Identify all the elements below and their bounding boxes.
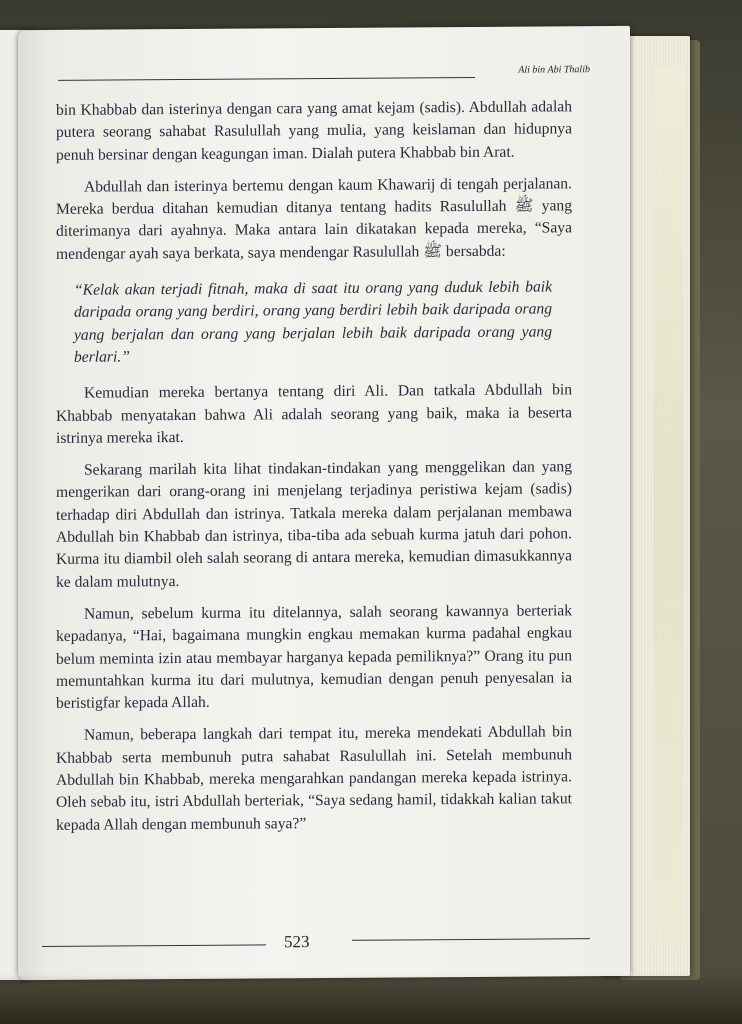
paragraph-2: Abdullah dan isterinya bertemu dengan kaum Khawarij di tengah perjalanan. Mereka berdua ditahan kemudian ditanya tentang hadits Rasulullah ﷺ yang diterimanya dari ayahnya. Maka antara lain dikatakan kepada mereka, “Saya mendengar ayah saya berkata, saya mendengar Rasulullah ﷺ bersabda:: [56, 175, 572, 263]
footer-rule-right: [352, 938, 590, 941]
book-page: [18, 26, 630, 980]
header-rule: [58, 77, 475, 81]
paragraph-4: Sekarang marilah kita lihat tindakan-tindakan yang menggelikan dan yang mengerikan dari orang-orang ini menjelang terjadinya peristiwa kejam (sadis) terhadap diri Abdullah dan istrinya. Tatkala mereka dalam perjalanan membawa Abdullah bin Khabbab dan istrinya, tiba-tiba ada sebuah kurma jatuh dari pohon. Kurma itu diambil oleh salah seorang di antara mereka, kemudian dimasukkannya ke dalam mulutnya.: [56, 458, 572, 591]
page-footer: [42, 930, 590, 954]
paragraph-1: bin Khabbab dan isterinya dengan cara yang amat kejam (sadis). Abdullah adalah putera seorang sahabat Rasulullah yang mulia, yang keislaman dan hidupnya penuh bersinar dengan keagungan iman. Dialah putera Khabbab bin Arat.: [56, 98, 572, 164]
paragraph-5: Namun, sebelum kurma itu ditelannya, salah seorang kawannya berteriak kepadanya, “Hai, bagaimana mungkin engkau memakan kurma padahal engkau belum meminta izin atau membayar harganya kepada pemiliknya?” Orang itu pun memuntahkan kurma itu dari mulutnya, kemudian dengan penuh penyesalan ia beristigfar kepada Allah.: [56, 602, 572, 712]
footer-rule-left: [42, 944, 266, 947]
running-head-title: Ali bin Abi Thalib: [518, 64, 590, 76]
running-head: [58, 64, 590, 84]
body-text: [56, 96, 572, 847]
bottom-shadow: [0, 974, 742, 1024]
paragraph-3: Kemudian mereka bertanya tentang diri Ali. Dan tatkala Abdullah bin Khabbab menyatakan bahwa Ali adalah seorang yang baik, maka ia beserta istrinya mereka ikat.: [56, 381, 572, 447]
paragraph-6: Namun, beberapa langkah dari tempat itu, mereka mendekati Abdullah bin Khabbab serta membunuh putra sahabat Rasulullah ini. Setelah membunuh Abdullah bin Khabbab, mereka mengarahkan pandangan mereka kepada istrinya. Oleh sebab itu, istri Abdullah berteriak, “Saya sedang hamil, tidakkah kalian takut kepada Allah dengan membunuh saya?”: [56, 723, 572, 834]
page-number: 523: [284, 932, 310, 952]
hadith-quote: “Kelak akan terjadi fitnah, maka di saat itu orang yang duduk lebih baik daripada orang yang berdiri, orang yang berdiri lebih baik daripada orang yang berjalan dan orang yang berjalan lebih baik daripada orang yang berlari.”: [74, 278, 552, 366]
